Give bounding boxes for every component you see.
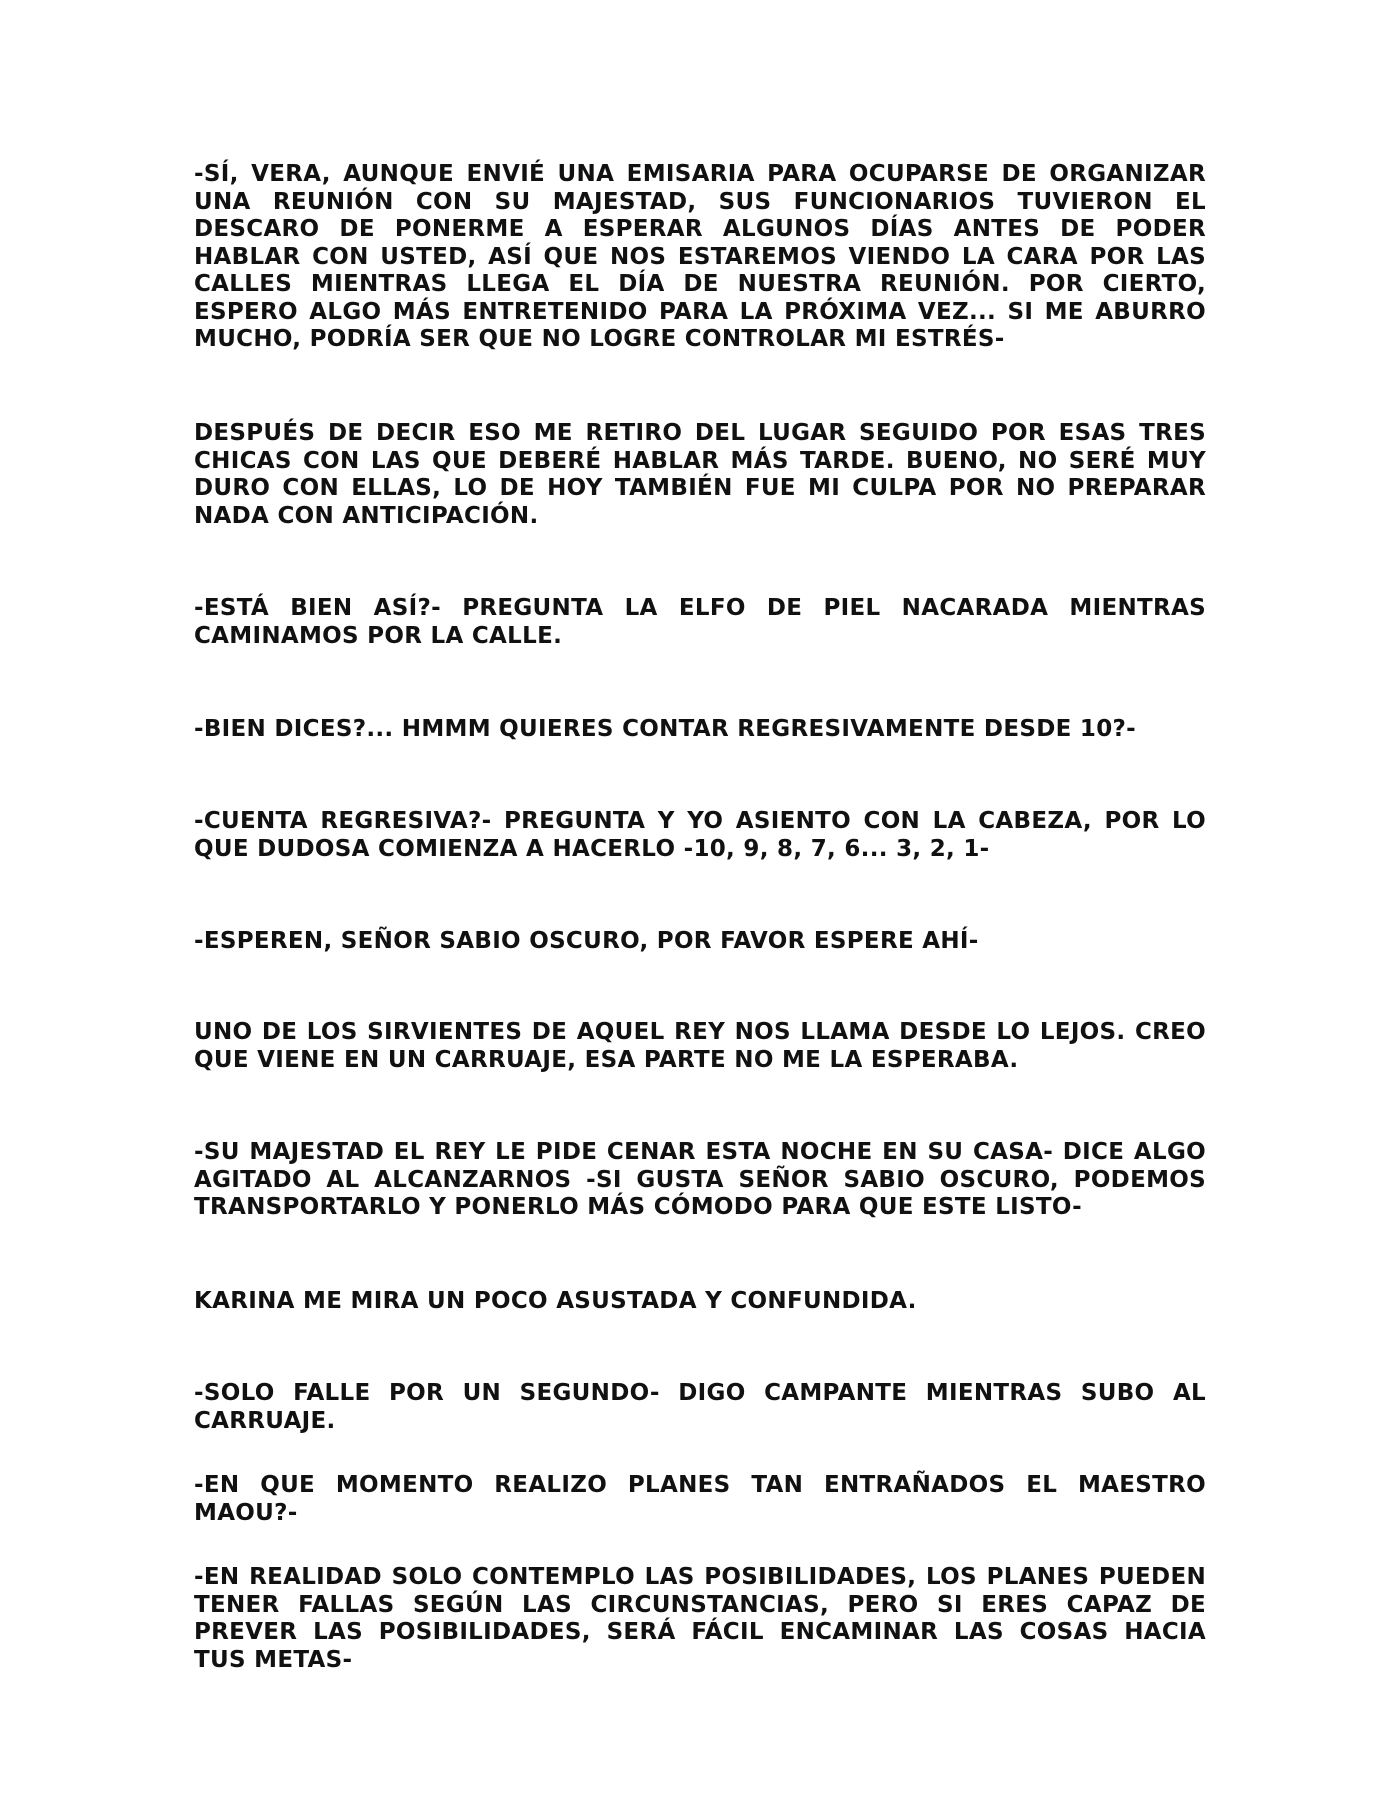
paragraph-9: KARINA ME MIRA UN POCO ASUSTADA Y CONFUNDIDA. xyxy=(194,1288,917,1314)
paragraph-2: DESPUÉS DE DECIR ESO ME RETIRO DEL LUGAR SEGUIDO POR ESAS TRES CHICAS CON LAS QUE DEBERÉ HABLAR MÁS TARDE. BUENO, NO SERÉ MUY DURO CON ELLAS, LO DE HOY TAMBIÉN FUE MI CULPA POR NO PREPARAR NADA CON ANTICIPACIÓN. xyxy=(194,420,1206,529)
paragraph-1: -SÍ, VERA, AUNQUE ENVIÉ UNA EMISARIA PARA OCUPARSE DE ORGANIZAR UNA REUNIÓN CON SU MAJESTAD, SUS FUNCIONARIOS TUVIERON EL DESCARO DE PONERME A ESPERAR ALGUNOS DÍAS ANTES DE PODER HABLAR CON USTED, ASÍ QUE NOS ESTAREMOS VIENDO LA CARA POR LAS CALLES MIENTRAS LLEGA EL DÍA DE NUESTRA REUNIÓN. POR CIERTO, ESPERO ALGO MÁS ENTRETENIDO PARA LA PRÓXIMA VEZ... SI ME ABURRO MUCHO, PODRÍA SER QUE NO LOGRE CONTROLAR MI ESTRÉS- xyxy=(194,161,1206,352)
paragraph-12: -EN REALIDAD SOLO CONTEMPLO LAS POSIBILIDADES, LOS PLANES PUEDEN TENER FALLAS SEGÚN LAS CIRCUNSTANCIAS, PERO SI ERES CAPAZ DE PREVER LAS POSIBILIDADES, SERÁ FÁCIL ENCAMINAR LAS COSAS HACIA TUS METAS- xyxy=(194,1564,1206,1673)
paragraph-5: -CUENTA REGRESIVA?- PREGUNTA Y YO ASIENTO CON LA CABEZA, POR LO QUE DUDOSA COMIENZA A HACERLO -10, 9, 8, 7, 6... 3, 2, 1- xyxy=(194,808,1206,862)
paragraph-10: -SOLO FALLE POR UN SEGUNDO- DIGO CAMPANTE MIENTRAS SUBO AL CARRUAJE. xyxy=(194,1380,1206,1434)
paragraph-11: -EN QUE MOMENTO REALIZO PLANES TAN ENTRAÑADOS EL MAESTRO MAOU?- xyxy=(194,1472,1206,1526)
paragraph-4: -BIEN DICES?... HMMM QUIERES CONTAR REGRESIVAMENTE DESDE 10?- xyxy=(194,716,1136,742)
paragraph-3: -ESTÁ BIEN ASÍ?- PREGUNTA LA ELFO DE PIEL NACARADA MIENTRAS CAMINAMOS POR LA CALLE. xyxy=(194,595,1206,649)
paragraph-8: -SU MAJESTAD EL REY LE PIDE CENAR ESTA NOCHE EN SU CASA- DICE ALGO AGITADO AL ALCANZARNOS -SI GUSTA SEÑOR SABIO OSCURO, PODEMOS TRANSPORTARLO Y PONERLO MÁS CÓMODO PARA QUE ESTE LISTO- xyxy=(194,1139,1206,1220)
paragraph-7: UNO DE LOS SIRVIENTES DE AQUEL REY NOS LLAMA DESDE LO LEJOS. CREO QUE VIENE EN UN CARRUAJE, ESA PARTE NO ME LA ESPERABA. xyxy=(194,1019,1206,1073)
paragraph-6: -ESPEREN, SEÑOR SABIO OSCURO, POR FAVOR ESPERE AHÍ- xyxy=(194,928,979,954)
